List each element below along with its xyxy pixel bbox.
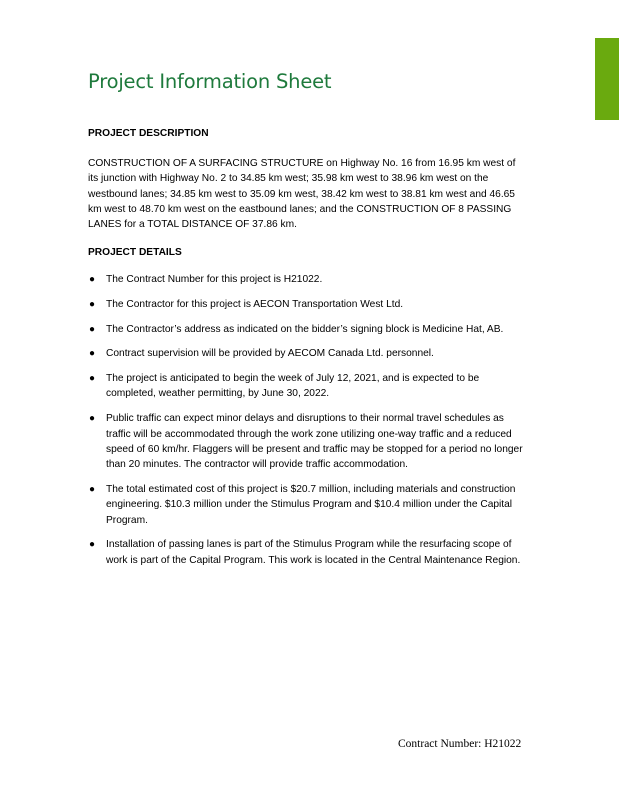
- list-item: [88, 371, 528, 402]
- list-item-text: Installation of passing lanes is part of the Stimulus Program while the resurfacing scope of work is part of the Capital Program. This work is located in the Central Maintenance Region.: [106, 539, 521, 566]
- project-details-list: [88, 272, 528, 577]
- bullet-icon: ●: [89, 348, 96, 360]
- bullet-icon: ●: [89, 373, 96, 385]
- bullet-icon: ●: [89, 539, 96, 551]
- list-item: [88, 346, 528, 361]
- project-description-text: CONSTRUCTION OF A SURFACING STRUCTURE on Highway No. 16 from 16.95 km west of its junction with Highway No. 2 to 34.85 km west; 35.98 km west to 38.96 km west on the westbound lanes; 34.85 km west to 35.09 km west, 38.42 km west to 38.81 km west and 46.65 km west to 48.70 km west on the eastbound lanes; and the CONSTRUCTION OF 8 PASSING LANES for a TOTAL DISTANCE OF 37.86 km.: [88, 158, 516, 231]
- page-title: Project Information Sheet: [88, 70, 332, 93]
- list-item: [88, 272, 528, 287]
- green-accent-tab: [595, 38, 619, 120]
- list-item-text: The Contract Number for this project is H21022.: [106, 274, 323, 285]
- list-item-text: Public traffic can expect minor delays and disruptions to their normal travel schedules as traffic will be accommodated through the work zone utilizing one-way traffic and a reduced speed of 60 km/hr. Flaggers will be present and traffic may be stopped for a period no longer than 20 minutes. The contractor will provide traffic accommodation.: [106, 413, 523, 471]
- list-item: [88, 482, 528, 528]
- list-item-text: The Contractor’s address as indicated on the bidder’s signing block is Medicine Hat, AB.: [106, 323, 504, 335]
- contract-number-footer: Contract Number: H21022: [398, 738, 522, 750]
- bullet-icon: ●: [89, 298, 96, 310]
- list-item-text: Contract supervision will be provided by AECOM Canada Ltd. personnel.: [106, 348, 434, 360]
- bullet-icon: ●: [89, 413, 96, 425]
- list-item: [88, 411, 528, 472]
- project-details-heading: PROJECT DETAILS: [88, 247, 182, 258]
- bullet-icon: ●: [89, 483, 96, 495]
- list-item-text: The Contractor for this project is AECON Transportation West Ltd.: [106, 298, 404, 310]
- list-item: [88, 322, 528, 337]
- list-item: [88, 537, 528, 568]
- bullet-icon: ●: [89, 323, 96, 335]
- list-item-text: The total estimated cost of this project is $20.7 million, including materials and construction engineering. $10.3 million under the Stimulus Program and $10.4 million under the Capital Program.: [106, 483, 516, 526]
- project-description-heading: PROJECT DESCRIPTION: [88, 128, 209, 139]
- list-item: [88, 297, 528, 312]
- bullet-icon: ●: [89, 274, 96, 285]
- list-item-text: The project is anticipated to begin the week of July 12, 2021, and is expected to be completed, weather permitting, by June 30, 2022.: [106, 373, 480, 400]
